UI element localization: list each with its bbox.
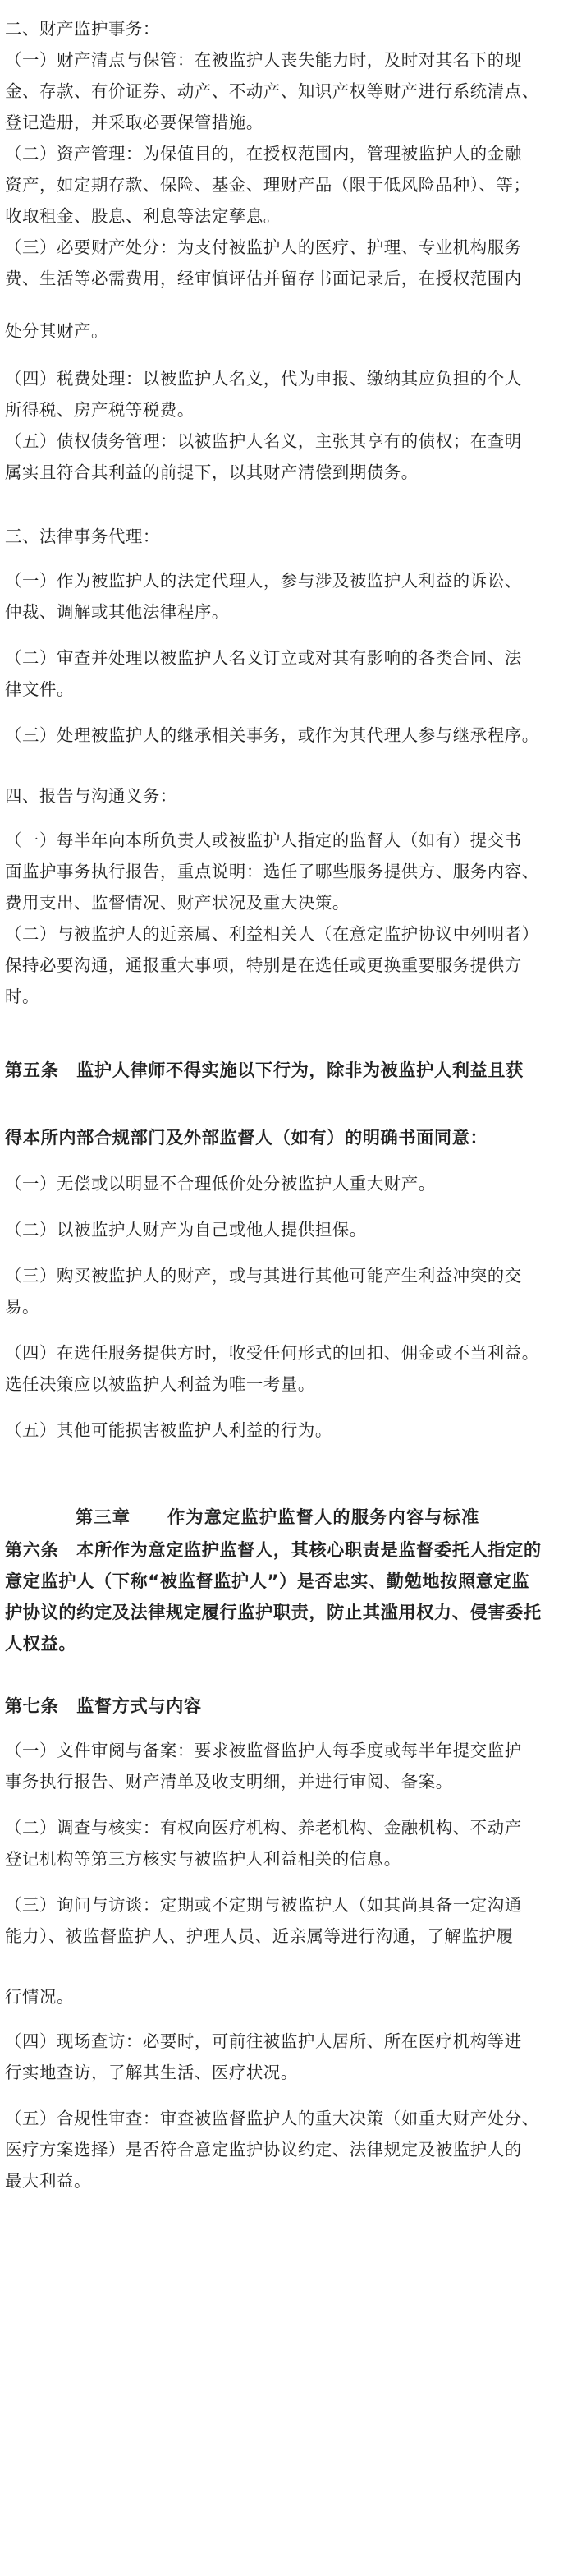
paragraph-line: （一）每半年向本所负责人或被监护人指定的监督人（如有）提交书 [5,830,522,850]
article-7-heading: 第七条 监督方式与内容 [5,1695,202,1716]
paragraph-line: 意定监护人（下称“被监督监护人”）是否忠实、勤勉地按照意定监 [5,1571,530,1591]
paragraph-line: （三）询问与访谈：定期或不定期与被监护人（如其尚具备一定沟通 [5,1895,522,1915]
paragraph-line: 易。 [5,1297,39,1317]
article-5-heading: 第五条 监护人律师不得实施以下行为，除非为被监护人利益且获 [5,1060,524,1080]
paragraph-line: 能力）、被监督监护人、护理人员、近亲属等进行沟通，了解监护履 [5,1926,514,1946]
paragraph-line: 行情况。 [5,1987,74,2007]
paragraph-line: （五）其他可能损害被监护人利益的行为。 [5,1420,332,1440]
paragraph-line: 费、生活等必需费用，经审慎评估并留存书面记录后，在授权范围内 [5,269,522,288]
paragraph-line: 仲裁、调解或其他法律程序。 [5,602,229,622]
section-heading-legal: 三、法律事务代理： [5,527,160,546]
paragraph-line: 登记造册，并采取必要保管措施。 [5,113,263,132]
paragraph-line: 收取租金、股息、利息等法定孳息。 [5,206,281,226]
paragraph-line: （一）无偿或以明显不合理低价处分被监护人重大财产。 [5,1174,436,1194]
paragraph-line: （二）审查并处理以被监护人名义订立或对其有影响的各类合同、法 [5,648,522,668]
paragraph-line: 所得税、房产税等税费。 [5,400,195,420]
section-heading-reporting: 四、报告与沟通义务： [5,786,177,806]
paragraph-line: 人权益。 [5,1633,77,1654]
paragraph-line: 面监护事务执行报告，重点说明：选任了哪些服务提供方、服务内容、 [5,862,539,881]
paragraph-line: 处分其财产。 [5,321,108,341]
paragraph-line: 医疗方案选择）是否符合意定监护协议约定、法律规定及被监护人的 [5,2140,522,2160]
paragraph-line: （一）文件审阅与备案：要求被监督监护人每季度或每半年提交监护 [5,1741,522,1760]
paragraph-line: （二）与被监护人的近亲属、利益相关人（在意定监护协议中列明者） [5,924,539,944]
paragraph-line: （三）购买被监护人的财产，或与其进行其他可能产生利益冲突的交 [5,1266,522,1286]
chapter-3-heading: 第三章 作为意定监护监督人的服务内容与标准 [76,1506,480,1527]
paragraph-line: （四）税费处理：以被监护人名义，代为申报、缴纳其应负担的个人 [5,369,522,389]
paragraph-line: 时。 [5,987,39,1006]
paragraph-line: （二）调查与核实：有权向医疗机构、养老机构、金融机构、不动产 [5,1818,522,1838]
paragraph-line: 行实地查访，了解其生活、医疗状况。 [5,2063,298,2082]
paragraph-line: （五）合规性审查：审查被监督监护人的重大决策（如重大财产处分、 [5,2109,539,2128]
paragraph-line: 费用支出、监督情况、财产状况及重大决策。 [5,893,350,913]
paragraph-line: 律文件。 [5,679,74,699]
paragraph-line: 保持必要沟通，通报重大事项，特别是在选任或更换重要服务提供方 [5,955,522,975]
paragraph-line: 属实且符合其利益的前提下，以其财产清偿到期债务。 [5,462,419,482]
paragraph-line: 资产，如定期存款、保险、基金、理财产品（限于低风险品种）、等； [5,175,531,195]
article-6-paragraph: 第六条 本所作为意定监护监督人，其核心职责是监督委托人指定的 [5,1539,542,1560]
paragraph-line: 登记机构等第三方核实与被监护人利益相关的信息。 [5,1849,401,1869]
paragraph-line: （一）财产清点与保管：在被监护人丧失能力时，及时对其名下的现 [5,50,522,70]
paragraph-line: 最大利益。 [5,2171,91,2191]
paragraph-line: （四）在选任服务提供方时，收受任何形式的回扣、佣金或不当利益。 [5,1343,539,1363]
paragraph-line: （二）以被监护人财产为自己或他人提供担保。 [5,1220,367,1240]
paragraph-line: 护协议的约定及法律规定履行监护职责，防止其滥用权力、侵害委托 [5,1602,542,1622]
paragraph-line: （一）作为被监护人的法定代理人，参与涉及被监护人利益的诉讼、 [5,571,522,591]
paragraph-line: 选任决策应以被监护人利益为唯一考量。 [5,1374,315,1394]
paragraph-line: （三）处理被监护人的继承相关事务，或作为其代理人参与继承程序。 [5,725,539,745]
paragraph-line: （五）债权债务管理：以被监护人名义，主张其享有的债权；在查明 [5,431,522,451]
paragraph-line: 事务执行报告、财产清单及收支明细，并进行审阅、备案。 [5,1772,453,1792]
section-heading-property: 二、财产监护事务： [5,19,160,39]
paragraph-line: （三）必要财产处分：为支付被监护人的医疗、护理、专业机构服务 [5,237,522,257]
paragraph-line: 金、存款、有价证券、动产、不动产、知识产权等财产进行系统清点、 [5,81,539,101]
article-5-heading-cont: 得本所内部合规部门及外部监督人（如有）的明确书面同意： [5,1127,488,1148]
paragraph-line: （四）现场查访：必要时，可前往被监护人居所、所在医疗机构等进 [5,2031,522,2051]
paragraph-line: （二）资产管理：为保值目的，在授权范围内，管理被监护人的金融 [5,144,522,163]
